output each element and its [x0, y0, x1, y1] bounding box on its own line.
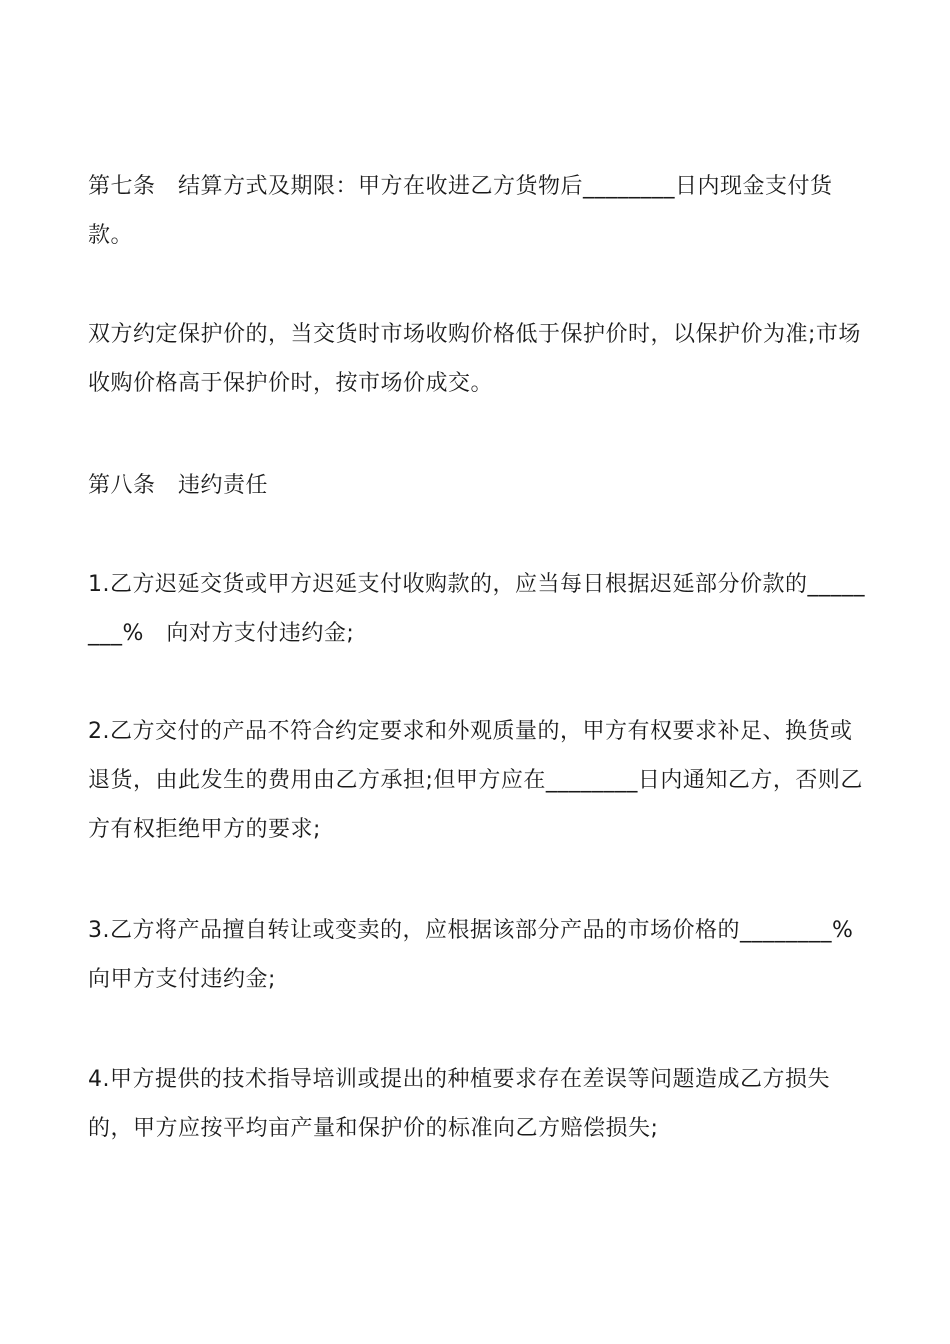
breach-clause-2: 2.乙方交付的产品不符合约定要求和外观质量的，甲方有权要求补足、换货或退货，由此发生的费用由乙方承担;但甲方应在________日内通知乙方，否则乙方有权拒绝甲方的要求; — [88, 719, 863, 842]
breach-clause-3: 3.乙方将产品擅自转让或变卖的，应根据该部分产品的市场价格的________%向甲方支付违约金; — [88, 918, 854, 992]
article-8-heading: 第八条 违约责任 — [88, 473, 269, 498]
breach-clause-4: 4.甲方提供的技术指导培训或提出的种植要求存在差误等问题造成乙方损失的，甲方应按平均亩产量和保护价的标准向乙方赔偿损失; — [88, 1067, 830, 1141]
article-7-settlement: 第七条 结算方式及期限：甲方在收进乙方货物后________日内现金支付货款。 — [88, 174, 833, 248]
breach-clause-1: 1.乙方迟延交货或甲方迟延支付收购款的，应当每日根据迟延部分价款的________% 向对方支付违约金; — [88, 572, 865, 646]
protection-price-clause: 双方约定保护价的，当交货时市场收购价格低于保护价时，以保护价为准;市场收购价格高于保护价时，按市场价成交。 — [88, 322, 861, 396]
